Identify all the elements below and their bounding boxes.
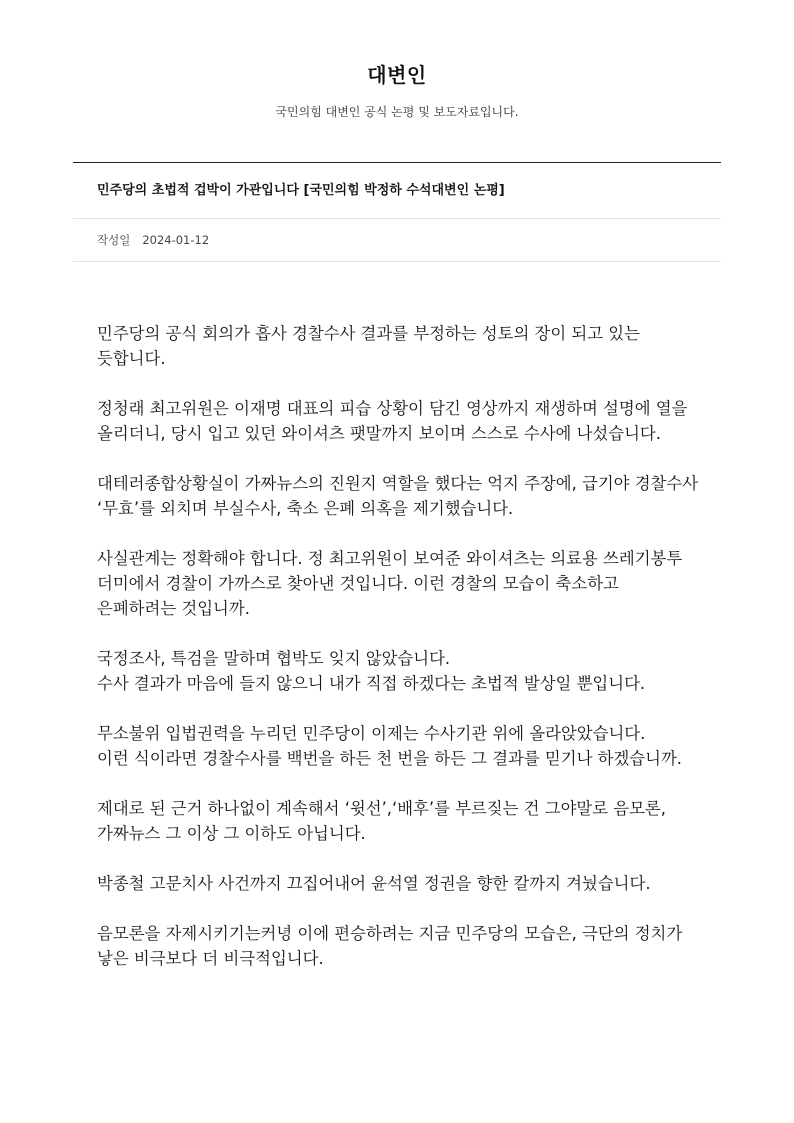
- paragraph: 박종철 고문치사 사건까지 끄집어내어 윤석열 정권을 향한 칼까지 겨눴습니다.: [97, 874, 651, 893]
- paragraph: 국정조사, 특검을 말하며 협박도 잊지 않았습니다. 수사 결과가 마음에 들지 않으니 내가 직접 하겠다는 초법적 발상일 뿐입니다.: [97, 649, 646, 693]
- site-title: 대변인: [367, 63, 427, 87]
- paragraph: 대테러종합상황실이 가짜뉴스의 진원지 역할을 했다는 억지 주장에, 급기야 경찰수사 ‘무효’를 외치며 부실수사, 축소 은폐 의혹을 제기했습니다.: [97, 474, 699, 518]
- paragraph: 사실관계는 정확해야 합니다. 정 최고위원이 보여준 와이셔츠는 의료용 쓰레기봉투 더미에서 경찰이 가까스로 찾아낸 것입니다. 이런 경찰의 모습이 축소하고 은폐하려는 것입니까.: [97, 549, 683, 618]
- header-divider: [73, 162, 721, 163]
- article-body: [97, 321, 701, 996]
- title-divider: [73, 218, 721, 219]
- post-date: 2024-01-12: [142, 233, 210, 247]
- date-label: 작성일: [97, 233, 131, 247]
- paragraph: 민주당의 공식 회의가 흡사 경찰수사 결과를 부정하는 성토의 장이 되고 있는 듯합니다.: [97, 324, 640, 368]
- post-meta: [97, 231, 209, 249]
- meta-divider: [73, 261, 721, 262]
- paragraph: 무소불위 입법권력을 누리던 민주당이 이제는 수사기관 위에 올라앉았습니다. 이런 식이라면 경찰수사를 백번을 하든 천 번을 하든 그 결과를 믿기나 하겠습니까.: [97, 724, 683, 768]
- paragraph: 제대로 된 근거 하나없이 계속해서 ‘윗선’,‘배후’를 부르짖는 건 그야말로 음모론, 가짜뉴스 그 이상 그 이하도 아닙니다.: [97, 799, 666, 843]
- post-title: 민주당의 초법적 겁박이 가관입니다 [국민의힘 박정하 수석대변인 논평]: [97, 183, 505, 198]
- paragraph: 정청래 최고위원은 이재명 대표의 피습 상황이 담긴 영상까지 재생하며 설명에 열을 올리더니, 당시 입고 있던 와이셔츠 팻말까지 보이며 스스로 수사에 나섰습니다.: [97, 399, 688, 443]
- paragraph: 음모론을 자제시키기는커녕 이에 편승하려는 지금 민주당의 모습은, 극단의 정치가 낳은 비극보다 더 비극적입니다.: [97, 924, 683, 968]
- site-subtitle: 국민의힘 대변인 공식 논평 및 보도자료입니다.: [275, 105, 519, 119]
